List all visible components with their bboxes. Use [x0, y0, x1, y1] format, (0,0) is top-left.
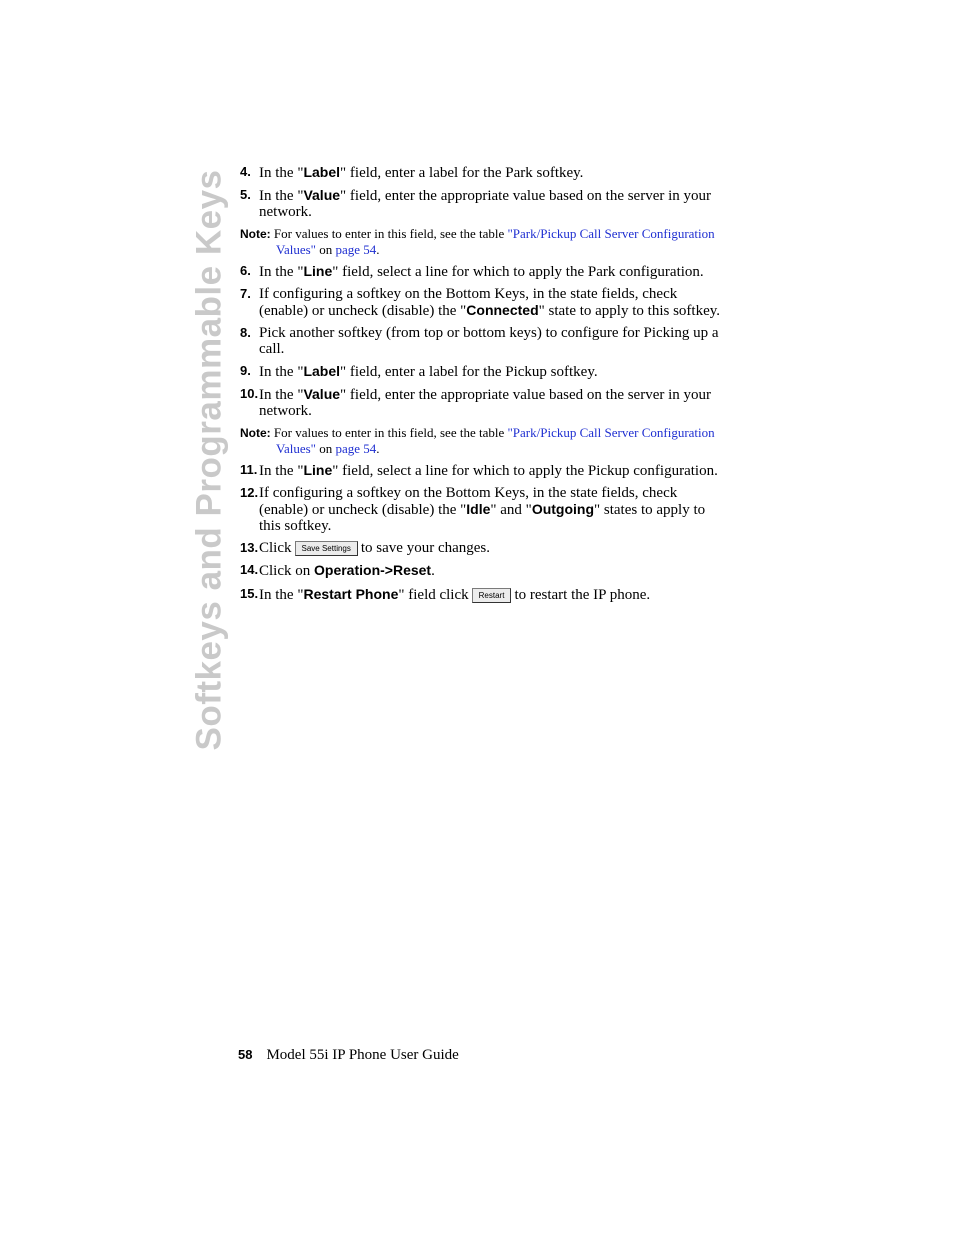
step-number: 6. [240, 263, 251, 278]
step-9: 9. In the "Label" field, enter a label for the Pickup softkey. [240, 363, 598, 380]
step-number: 11. [240, 462, 258, 477]
step-number: 15. [240, 586, 259, 602]
step-13: 13. Click Save Settings to save your changes. [240, 540, 491, 556]
save-settings-button[interactable]: Save Settings [295, 541, 358, 556]
step-number: 13. [240, 540, 259, 555]
side-section-title [188, 164, 232, 756]
field-name-label: Label [303, 164, 341, 180]
page-reference-link[interactable]: page 54 [335, 242, 377, 257]
table-reference-link[interactable]: "Park/Pickup Call Server Configuration Values" [276, 226, 715, 257]
field-name-line: Line [303, 462, 333, 478]
state-name-connected: Connected [466, 302, 539, 318]
menu-path-operation-reset: Operation->Reset [314, 562, 432, 579]
field-name-restart-phone: Restart Phone [303, 586, 399, 603]
page-reference-link[interactable]: page 54 [335, 441, 377, 456]
step-11: 11. In the "Line" field, select a line for which to apply the Pickup configuration. [240, 462, 718, 479]
step-number: 14. [240, 562, 259, 578]
guide-title: Model 55i IP Phone User Guide [266, 1047, 459, 1063]
step-8: 8. Pick another softkey (from top or bottom keys) to configure for Picking up a call. [240, 325, 719, 357]
field-name-line: Line [303, 263, 333, 279]
note-label: Note: [240, 426, 271, 440]
state-name-outgoing: Outgoing [531, 501, 595, 517]
step-number: 9. [240, 363, 251, 378]
step-number: 12. [240, 485, 259, 500]
step-number: 8. [240, 325, 251, 340]
note-1: Note: For values to enter in this field, see the table "Park/Pickup Call Server Configuration Values" on page 54. [240, 226, 715, 257]
state-name-idle: Idle [466, 501, 491, 517]
table-reference-link[interactable]: "Park/Pickup Call Server Configuration Values" [276, 425, 715, 456]
step-number: 7. [240, 286, 251, 301]
step-number: 10. [240, 386, 259, 401]
note-2: Note: For values to enter in this field, see the table "Park/Pickup Call Server Configuration Values" on page 54. [240, 425, 715, 456]
page-number: 58 [238, 1047, 253, 1062]
step-6: 6. In the "Line" field, select a line for which to apply the Park configuration. [240, 263, 704, 280]
field-name-value: Value [303, 187, 341, 203]
instruction-list [240, 164, 726, 603]
note-label: Note: [240, 227, 271, 241]
page-footer [238, 1047, 459, 1064]
field-name-value: Value [303, 386, 341, 402]
field-name-label: Label [303, 363, 341, 379]
step-number: 4. [240, 164, 251, 179]
step-14: 14. Click on Operation->Reset. [240, 562, 435, 580]
side-section-title-text: Softkeys and Programmable Keys [190, 169, 229, 751]
step-10: 10. In the "Value" field, enter the appropriate value based on the server in your network. [240, 386, 712, 419]
step-12: 12. If configuring a softkey on the Bottom Keys, in the state fields, check (enable) or uncheck (disable) the "Idle" and "Outgoing" states to apply to this softkey. [240, 485, 706, 534]
step-number: 5. [240, 187, 251, 202]
step-7: 7. If configuring a softkey on the Bottom Keys, in the state fields, check (enable) or uncheck (disable) the "Connected" state to apply to this softkey. [240, 286, 721, 319]
step-4: 4. In the "Label" field, enter a label for the Park softkey. [240, 164, 584, 181]
restart-button[interactable]: Restart [472, 588, 512, 603]
step-15: 15. In the "Restart Phone" field click Restart to restart the IP phone. [240, 586, 651, 604]
step-5: 5. In the "Value" field, enter the appropriate value based on the server in your network. [240, 187, 712, 220]
